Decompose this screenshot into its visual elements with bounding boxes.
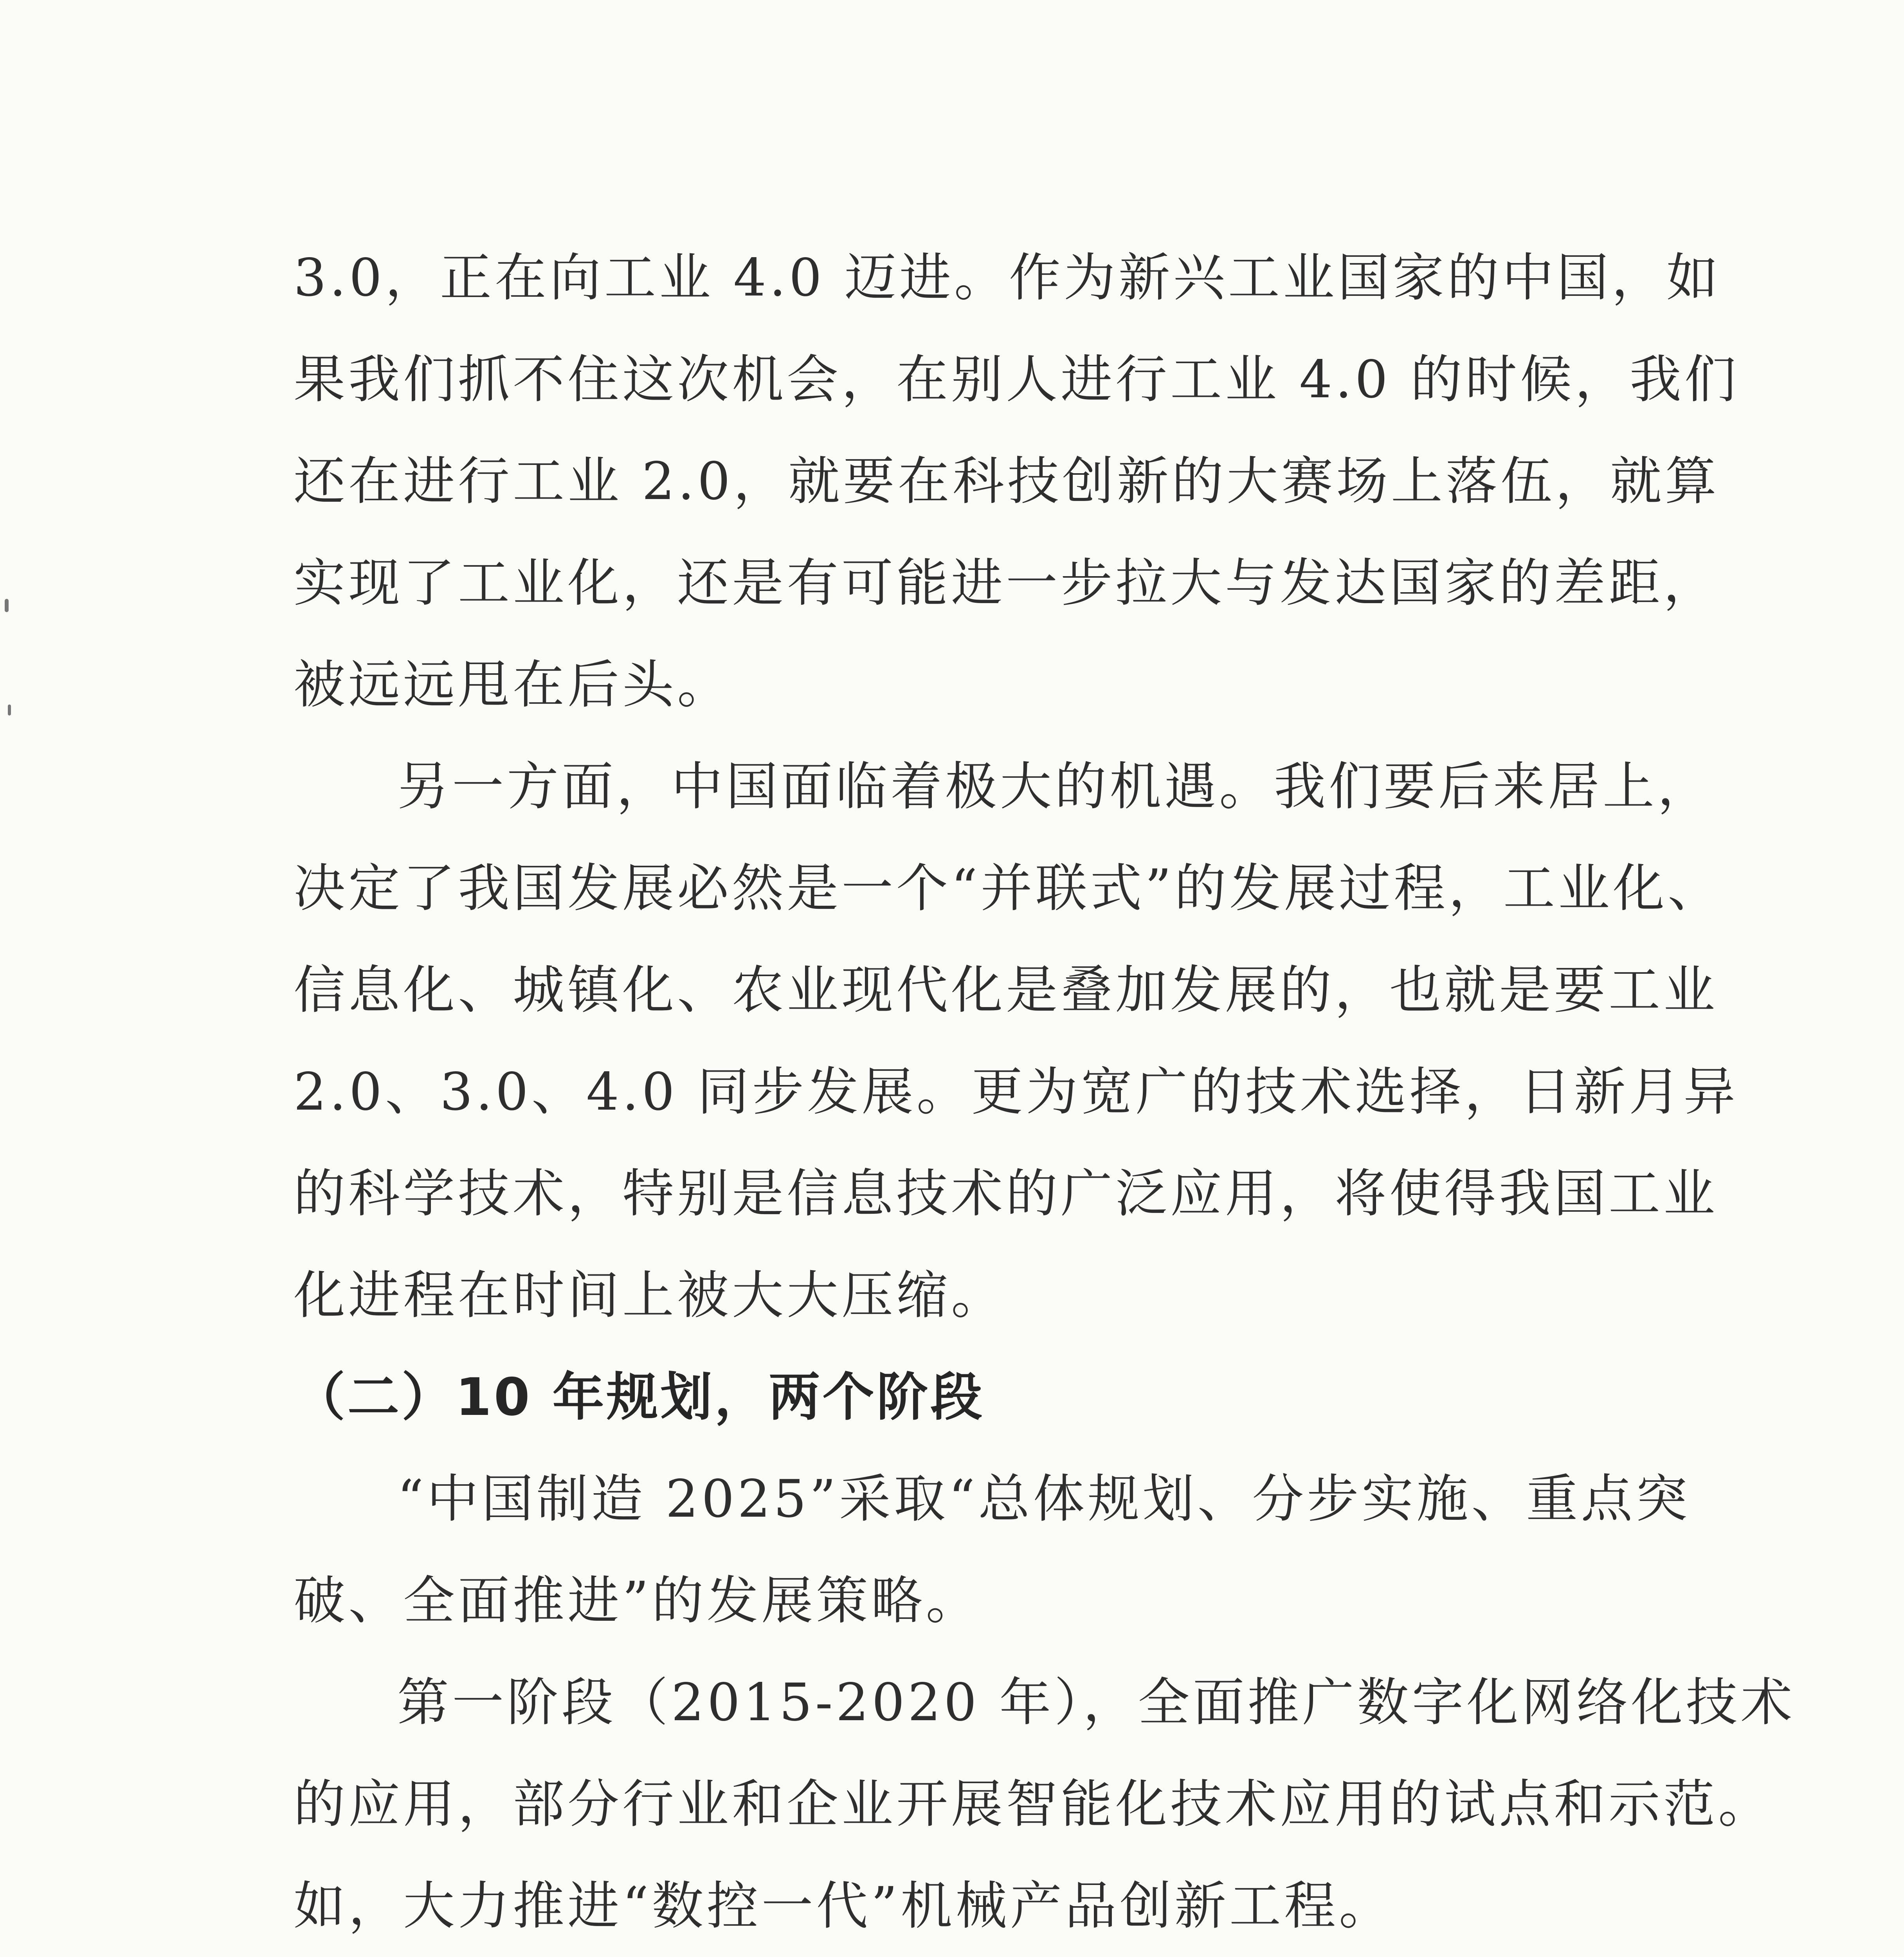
text-line: 破、全面推进”的发展策略。	[294, 1571, 981, 1631]
text-line: 3.0，正在向工业 4.0 迈进。作为新兴工业国家的中国，如	[294, 248, 1721, 308]
text-line: 如，大力推进“数控一代”机械产品创新工程。	[294, 1876, 1394, 1936]
scan-speck	[5, 599, 9, 612]
text-line: 实现了工业化，还是有可能进一步拉大与发达国家的差距，	[294, 553, 1718, 613]
text-line: 2.0、3.0、4.0 同步发展。更为宽广的技术选择，日新月异	[294, 1062, 1738, 1122]
text-line: 决定了我国发展必然是一个“并联式”的发展过程，工业化、	[294, 858, 1722, 919]
text-line: 果我们抓不住这次机会，在别人进行工业 4.0 的时候，我们	[294, 350, 1739, 410]
paragraph-first-line: 第一阶段（2015-2020 年），全面推广数字化网络化技术	[397, 1672, 1796, 1733]
paragraph-first-line: 另一方面，中国面临着极大的机遇。我们要后来居上，	[397, 757, 1712, 817]
text-line: 的应用，部分行业和企业开展智能化技术应用的试点和示范。	[294, 1774, 1773, 1834]
section-heading-2: （二）10 年规划，两个阶段	[294, 1367, 985, 1427]
text-line: 信息化、城镇化、农业现代化是叠加发展的，也就是要工业	[294, 960, 1718, 1020]
scan-speck	[8, 705, 11, 715]
text-line: 还在进行工业 2.0，就要在科技创新的大赛场上落伍，就算	[294, 451, 1720, 512]
text-line: 的科学技术，特别是信息技术的广泛应用，将使得我国工业	[294, 1164, 1718, 1224]
text-line: 被远远甩在后头。	[294, 655, 732, 715]
paragraph-first-line: “中国制造 2025”采取“总体规划、分步实施、重点突	[397, 1469, 1691, 1529]
text-line: 化进程在时间上被大大压缩。	[294, 1265, 1006, 1326]
